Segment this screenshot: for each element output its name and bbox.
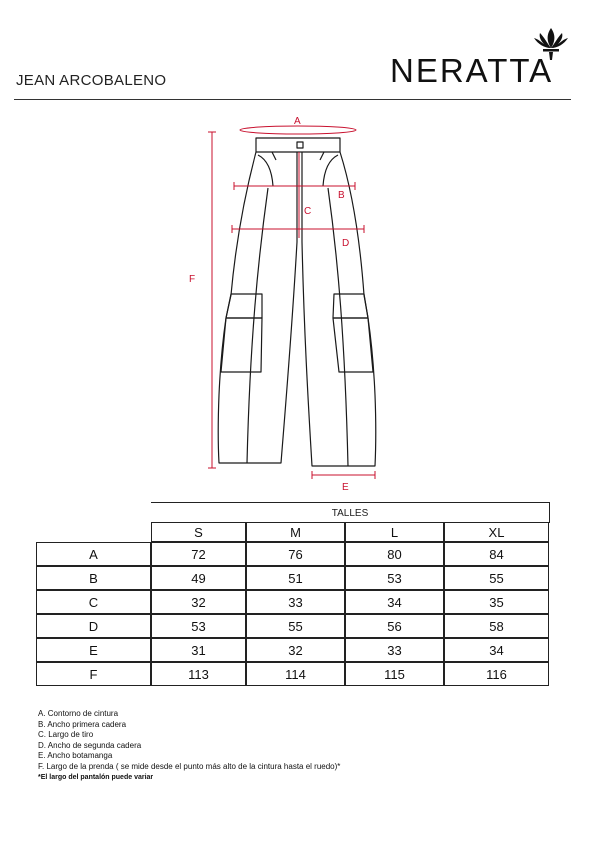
measurement-legend bbox=[38, 709, 340, 783]
dim-label-b: B bbox=[338, 190, 345, 201]
button bbox=[297, 142, 303, 148]
right-leg-crease bbox=[328, 188, 348, 466]
waistband bbox=[256, 138, 340, 152]
measurement-cell: 56 bbox=[345, 614, 444, 638]
legend-item-e: E. Ancho botamanga bbox=[38, 751, 113, 761]
row-label-cell: C bbox=[36, 590, 151, 614]
dim-a-ellipse bbox=[240, 126, 356, 134]
legend-item-d: D. Ancho de segunda cadera bbox=[38, 740, 142, 750]
left-cargo-flap bbox=[226, 294, 262, 318]
measurement-cell: 115 bbox=[345, 662, 444, 686]
dim-label-f: F bbox=[189, 274, 196, 285]
measurement-cell: 53 bbox=[151, 614, 246, 638]
row-label-cell: D bbox=[36, 614, 151, 638]
right-cargo-flap bbox=[333, 294, 368, 318]
row-label-cell: F bbox=[36, 662, 151, 686]
measurement-cell: 116 bbox=[444, 662, 549, 686]
measurement-cell: 55 bbox=[246, 614, 345, 638]
left-leg-outline bbox=[218, 152, 297, 463]
dim-label-e: E bbox=[342, 482, 349, 493]
right-front-pocket bbox=[323, 155, 338, 186]
right-cargo-pocket bbox=[333, 318, 373, 372]
measurement-cell: 31 bbox=[151, 638, 246, 662]
legend-note: *El largo del pantalón puede variar bbox=[38, 773, 154, 781]
row-label-cell: A bbox=[36, 542, 151, 566]
legend-item-f: F. Largo de la prenda ( se mide desde el punto más alto de la cintura hasta el ruedo)* bbox=[38, 761, 341, 771]
measurement-cell: 32 bbox=[151, 590, 246, 614]
measurement-cell: 76 bbox=[246, 542, 345, 566]
measurement-cell: 113 bbox=[151, 662, 246, 686]
legend-item-c: C. Largo de tiro bbox=[38, 730, 94, 740]
left-front-pocket bbox=[258, 155, 273, 186]
measurement-cell: 49 bbox=[151, 566, 246, 590]
measurement-cell: 53 bbox=[345, 566, 444, 590]
dim-label-a: A bbox=[294, 116, 301, 127]
size-header-cell: XL bbox=[444, 522, 549, 542]
legend-item-b: B. Ancho primera cadera bbox=[38, 719, 127, 729]
size-header-cell: S bbox=[151, 522, 246, 542]
dim-label-d: D bbox=[342, 238, 350, 249]
pants-technical-drawing bbox=[0, 100, 595, 500]
measurement-cell: 33 bbox=[246, 590, 345, 614]
measurement-cell: 55 bbox=[444, 566, 549, 590]
measurement-cell: 58 bbox=[444, 614, 549, 638]
measurement-cell: 114 bbox=[246, 662, 345, 686]
measurement-cell: 32 bbox=[246, 638, 345, 662]
measurement-cell: 84 bbox=[444, 542, 549, 566]
measurement-cell: 72 bbox=[151, 542, 246, 566]
talles-group-header: TALLES bbox=[151, 502, 550, 523]
measurement-cell: 34 bbox=[345, 590, 444, 614]
size-header-cell: M bbox=[246, 522, 345, 542]
measurement-cell: 80 bbox=[345, 542, 444, 566]
size-header-cell: L bbox=[345, 522, 444, 542]
measurement-cell: 34 bbox=[444, 638, 549, 662]
left-cargo-pocket bbox=[221, 318, 262, 372]
row-label-cell: E bbox=[36, 638, 151, 662]
dim-label-c: C bbox=[304, 206, 312, 217]
row-label-cell: B bbox=[36, 566, 151, 590]
product-title: JEAN ARCOBALENO bbox=[16, 72, 167, 89]
brand-logo-text: NERATTA bbox=[390, 52, 554, 89]
measurement-cell: 35 bbox=[444, 590, 549, 614]
legend-item-a: A. Contorno de cintura bbox=[38, 709, 119, 718]
measurement-cell: 33 bbox=[345, 638, 444, 662]
measurement-cell: 51 bbox=[246, 566, 345, 590]
